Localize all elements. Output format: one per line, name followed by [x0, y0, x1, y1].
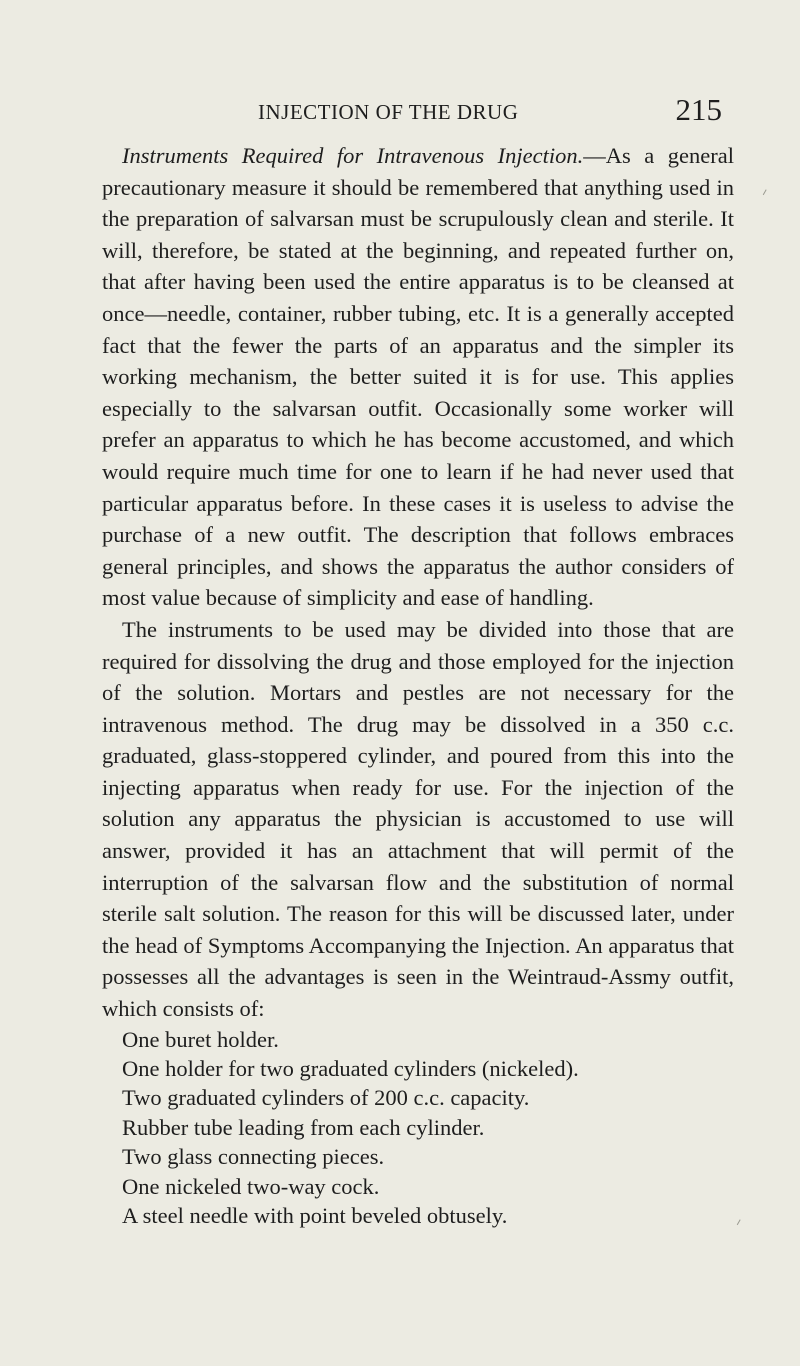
running-title: INJECTION OF THE DRUG [258, 100, 519, 124]
list-item: One nickeled two-way cock. [122, 1173, 380, 1199]
running-head [258, 92, 778, 128]
body-text [102, 140, 734, 1230]
paragraph-text: —As a general precautionary measure it should be remembered that anything used in the preparation of salvarsan must be scrupulously clean and sterile. It will, therefore, be stated at the beginning, and repeated further on, that after having been used the entire apparatus is to be cleansed at once—needle, container, rubber tubing, etc. It is a generally accepted fact that the fewer the parts of an apparatus and the simpler its working mechanism, the better suited it is for use. This applies especially to the salvarsan outfit. Occasionally some worker will prefer an apparatus to which he has become accustomed, and which would require much time for one to learn if he had never used that particular apparatus before. In these cases it is useless to advise the purchase of a new outfit. The description that follows embraces general principles, and shows the apparatus the author considers of most value because of simplicity and ease of handling. [102, 143, 734, 611]
outfit-list [102, 1025, 734, 1231]
list-item: Two glass connecting pieces. [122, 1144, 385, 1170]
paragraph-instruments-intro [102, 140, 734, 614]
section-heading: Instruments Required for Intravenous Injection. [122, 143, 584, 168]
paragraph-instruments-division: The instruments to be used may be divided into those that are required for dissolving the drug and those employed for the injection of the solution. Mortars and pestles are not necessary for the intravenous method. The drug may be dissolved in a 350 c.c. graduated, glass-stoppered cylinder, and poured from this into the injecting apparatus when ready for use. For the injection of the solution any apparatus the physician is accustomed to use will answer, provided it has an attachment that will permit of the interruption of the salvarsan flow and the substitution of normal sterile salt solution. The reason for this will be discussed later, under the head of Symptoms Accompanying the Injection. An apparatus that possesses all the advantages is seen in the Weintraud-Assmy outfit, which consists of: [102, 616, 734, 1022]
list-item: One holder for two graduated cylinders (nickeled). [122, 1056, 579, 1082]
list-item: Rubber tube leading from each cylinder. [122, 1114, 485, 1140]
list-item: Two graduated cylinders of 200 c.c. capacity. [122, 1085, 530, 1111]
page-number: 215 [675, 92, 722, 127]
list-item: One buret holder. [122, 1026, 279, 1052]
margin-mark [737, 1219, 743, 1226]
margin-mark [763, 189, 769, 196]
list-item: A steel needle with point beveled obtusely. [122, 1203, 508, 1229]
